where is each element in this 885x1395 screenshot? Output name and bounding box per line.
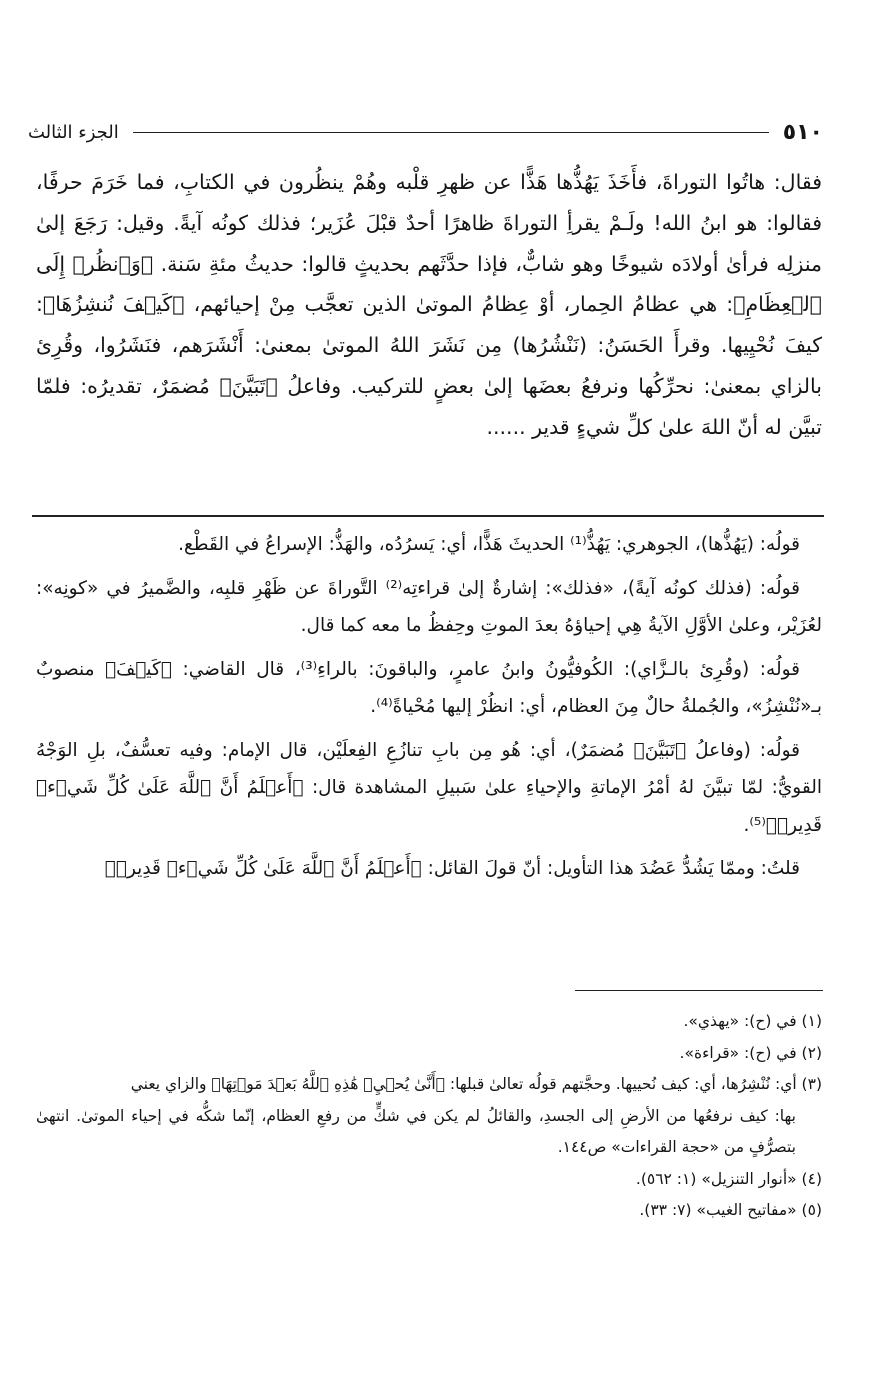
- footnote: (٣) أي: نُنْشِرُها، أي: كيف نُحييها. وحجَّتهم قولُه تعالىٰ قبلها: ﴿أَنَّىٰ يُحۡيِۦ هَٰذِهِ ٱللَّهُ بَعۡدَ مَوۡتِهَا﴾ والزاي يعني: [130, 1075, 822, 1093]
- commentary-paragraph: قولُه: (يَهُذُّها)، الجوهري: يَهُذُّ⁽¹⁾ الحديثَ هَذًّا، أي: يَسرُدُه، والهَذُّ: الإسراعُ في القَطْع.: [178, 534, 800, 555]
- footnote-continuation: بها: كيف نرفعُها من الأرضِ إلى الجسدِ، والقائلُ لم يكن في شكٍّ من رفعِ العظام، إنّما شكُّه في إحياء الموتىٰ. انتهىٰ بتصرُّفٍ من «حجة القراءات» ص١٤٤.: [36, 1106, 796, 1156]
- footnote: (٤) «أنوار التنزيل» (١: ٥٦٢).: [635, 1169, 822, 1188]
- footnote: (٢) في (ح): «قراءة».: [679, 1043, 822, 1062]
- commentary: [36, 526, 822, 894]
- page-header: [28, 112, 823, 152]
- main-paragraph: فقال: هاتُوا التوراةَ، فأَخَذَ يَهُذُّها هَذًّا عن ظهرِ قلْبه وهُمْ ينظُرون في الكتابِ، فما خَرَمَ حرفًا، فقالوا: هو ابنُ الله! ولَـمْ يقرأِ التوراةَ ظاهرًا أحدٌ قبْلَ عُزَير؛ فذلك كونُه آيةً. وقيل: رَجَعَ إلىٰ منزلِه فرأىٰ أولادَه شيوخًا وهو شابٌّ، فإذا حدَّثَهم بحديثٍ قالوا: حديثُ مئةِ سَنة. ﴿وَٱنظُرۡ إِلَى ٱلۡعِظَامِ﴾: هي عظامُ الحِمار، أوْ عِظامُ الموتىٰ الذين تعجَّب مِنْ إحيائهم، ﴿كَيۡفَ نُنشِزُهَا﴾: كيفَ نُحْيِيها. وقرأَ الحَسَنُ: (نَنْشُرُها) مِن نَشَرَ اللهُ الموتىٰ بمعنىٰ: أَنْشَرَهم، فنَشَرُوا، وقُرِئ بالزاي بمعنىٰ: نحرِّكُها ونرفعُ بعضَها إلىٰ بعضٍ للتركيب. وفاعلُ ﴿تَبَيَّنَ﴾ مُضمَرٌ، تقديرُه: فلمّا تبيَّن له أنّ اللهَ علىٰ كلِّ شيءٍ قدير ......: [36, 170, 822, 439]
- header-rule: [133, 132, 769, 133]
- footnote-rule: [575, 990, 823, 991]
- commentary-paragraph: قلتُ: وممّا يَشُدُّ عَضُدَ هذا التأويل: أنّ قولَ القائل: ﴿أَعۡلَمُ أَنَّ ٱللَّهَ عَلَىٰ كُلِّ شَيۡءٖ قَدِيرٞ﴾: [104, 858, 800, 879]
- commentary-paragraph: قولُه: (فذلك كونُه آيةً)، «فذلك»: إشارةٌ إلىٰ قراءتِه⁽²⁾ التَّوراةَ عن ظَهْرِ قلبِه، والضَّميرُ في «كونِه»: لعُزَيْر، وعلىٰ الأوَّلِ الآيةُ هِي إحياؤهُ بعدَ الموتِ وحِفظُ ما معه كما قال.: [36, 577, 822, 636]
- footnote: (١) في (ح): «يهذي».: [683, 1012, 822, 1030]
- main-text: [36, 162, 822, 448]
- footnote: (٥) «مفاتيح الغيب» (٧: ٣٣).: [639, 1201, 822, 1219]
- main-separator: [32, 515, 824, 517]
- page-number: ٥١٠: [782, 119, 823, 145]
- commentary-paragraph: قولُه: (وفاعلُ ﴿تَبَيَّنَ﴾ مُضمَرٌ)، أي: هُو مِن بابِ تنازُعِ الفِعلَيْن، قال الإمام: وفيه تعسُّفٌ، بلِ الوَجْهُ القويُّ: لمّا تبيَّنَ لهُ أمْرُ الإماتةِ والإحياءِ علىٰ سَبيلِ المشاهدة قال: ﴿أَعۡلَمُ أَنَّ ٱللَّهَ عَلَىٰ كُلِّ شَيۡءٖ قَدِيرٞ﴾⁽⁵⁾.: [36, 739, 822, 836]
- footnotes: [36, 1006, 822, 1227]
- commentary-paragraph: قولُه: (وقُرِئ بالـزَّاي): الكُوفيُّونُ وابنُ عامرٍ، والباقونَ: بالراءِ⁽³⁾، قال القاضي: ﴿كَيۡفَ﴾ منصوبٌ بـ«نُنْشِزُ»، والجُملةُ حالٌ مِنَ العظام، أي: انظُرْ إليها مُحْياةً⁽⁴⁾.: [36, 658, 822, 717]
- running-title: الجزء الثالث: [28, 121, 119, 143]
